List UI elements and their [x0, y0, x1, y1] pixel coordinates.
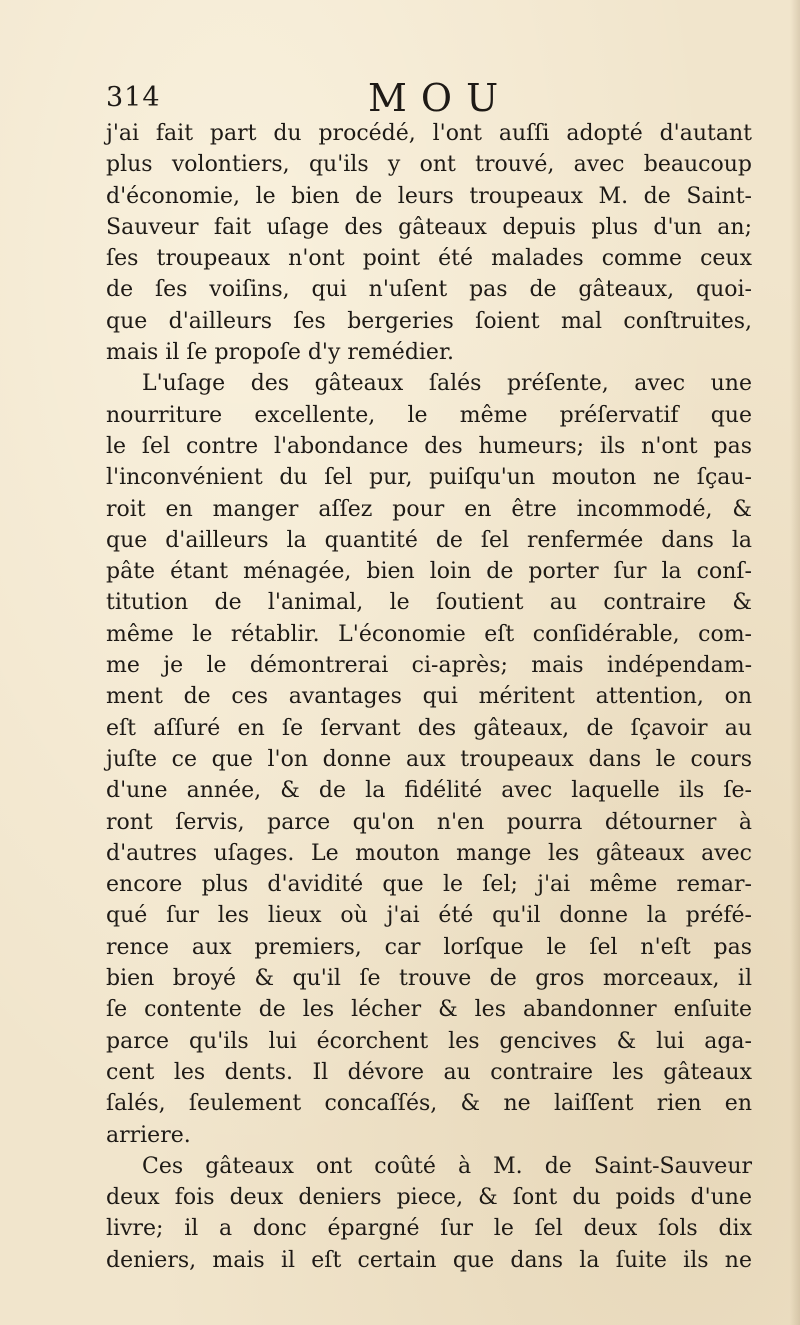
text-line: ront ſervis, parce qu'on n'en pourra détourner à: [106, 809, 752, 835]
text-line: me je le démontrerai ci-après; mais indépendam-: [106, 653, 752, 679]
paragraph-last-line: arriere.: [106, 1122, 191, 1148]
text-line: l'inconvénient du ſel pur, puiſqu'un mouton ne ſçau-: [106, 465, 752, 491]
text-line: eſt aſſuré en ſe ſervant des gâteaux, de ſçavoir au: [106, 715, 752, 741]
text-line: d'autres uſages. Le mouton mange les gâteaux avec: [106, 840, 752, 866]
text-line: rence aux premiers, car lorſque le ſel n'eſt pas: [106, 934, 752, 960]
text-line: j'ai fait part du procédé, l'ont auſſi adopté d'autant: [106, 121, 752, 146]
body-text: [106, 118, 752, 1276]
page-edge-shadow: [790, 0, 800, 1325]
text-line: roit en manger aſſez pour en être incommodé, &: [106, 496, 752, 522]
text-line: pâte étant ménagée, bien loin de porter ſur la conſ-: [106, 559, 752, 585]
text-line: ſe contente de les lécher & les abandonner enſuite: [106, 997, 752, 1023]
text-line: nourriture excellente, le même préſervatif que: [106, 402, 752, 428]
text-line: bien broyé & qu'il ſe trouve de gros morceaux, il: [106, 966, 752, 992]
text-line: ſes troupeaux n'ont point été malades comme ceux: [106, 246, 752, 272]
text-line: ſalés, ſeulement concaſſés, & ne laiſſent rien en: [106, 1091, 752, 1117]
text-line: de ſes voiſins, qui n'uſent pas de gâteaux, quoi-: [106, 277, 752, 303]
text-line: qué ſur les lieux où j'ai été qu'il donne la préfé-: [106, 903, 752, 929]
paragraph-first-line: L'uſage des gâteaux ſalés préſente, avec une: [142, 371, 752, 397]
text-line: livre; il a donc épargné ſur le ſel deux ſols dix: [106, 1216, 752, 1242]
text-line: juſte ce que l'on donne aux troupeaux dans le cours: [106, 746, 752, 772]
running-title: MOU: [368, 76, 513, 120]
text-line: même le rétablir. L'économie eſt conſidérable, com-: [106, 621, 752, 647]
running-head: [106, 76, 746, 120]
text-line: d'économie, le bien de leurs troupeaux M. de Saint-: [106, 183, 752, 209]
text-line: cent les dents. Il dévore au contraire les gâteaux: [106, 1059, 752, 1085]
paragraph-first-line: Ces gâteaux ont coûté à M. de Saint-Sauveur: [142, 1153, 752, 1179]
page-number: 314: [106, 82, 161, 113]
text-line: que d'ailleurs ſes bergeries ſoient mal conſtruites,: [106, 308, 752, 334]
text-line: le ſel contre l'abondance des humeurs; ils n'ont pas: [106, 433, 752, 459]
text-line: parce qu'ils lui écorchent les gencives & lui aga-: [106, 1028, 752, 1054]
text-line: titution de l'animal, le ſoutient au contraire &: [106, 590, 752, 616]
text-line: d'une année, & de la fidélité avec laquelle ils ſe-: [106, 778, 752, 804]
text-line: plus volontiers, qu'ils y ont trouvé, avec beaucoup: [106, 152, 752, 178]
text-line: Sauveur fait uſage des gâteaux depuis plus d'un an;: [106, 214, 752, 240]
text-line: encore plus d'avidité que le ſel; j'ai même remar-: [106, 872, 752, 898]
text-line: ment de ces avantages qui méritent attention, on: [106, 684, 752, 710]
text-line: deux fois deux deniers piece, & ſont du poids d'une: [106, 1185, 752, 1211]
paragraph-last-line: mais il ſe propoſe d'y remédier.: [106, 340, 455, 366]
text-line: deniers, mais il eſt certain que dans la ſuite ils ne: [106, 1247, 752, 1273]
text-line: que d'ailleurs la quantité de ſel renfermée dans la: [106, 527, 752, 553]
